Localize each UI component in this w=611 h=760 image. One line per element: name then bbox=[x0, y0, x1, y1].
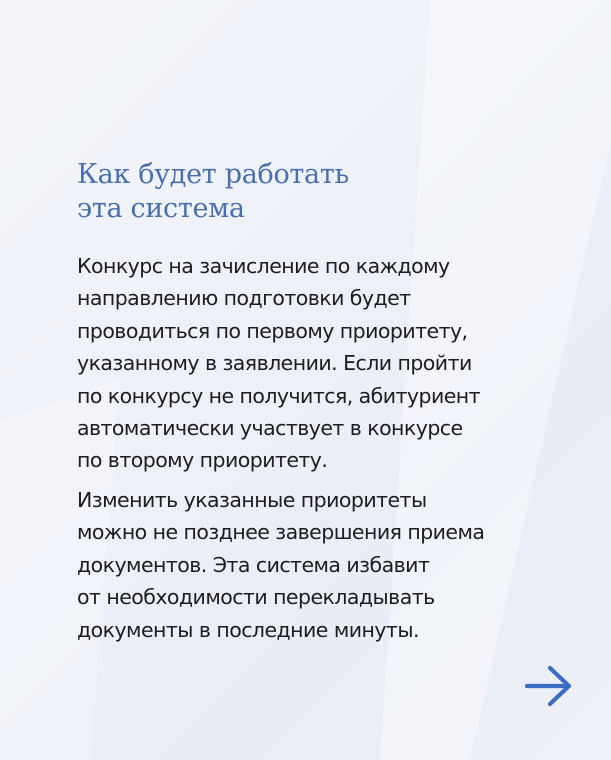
text-line: от необходимости перекладывать bbox=[77, 585, 435, 610]
text-line: автоматически участвует в конкурсе bbox=[77, 416, 463, 441]
text-line: Конкурс на зачисление по каждому bbox=[77, 254, 450, 278]
text-line: можно не позднее завершения приема bbox=[77, 520, 485, 545]
text-line: по конкурсу не получится, абитуриент bbox=[77, 383, 481, 408]
text-line: документов. Эта система избавит bbox=[77, 552, 430, 577]
arrow-right-icon[interactable] bbox=[524, 664, 574, 708]
page-title bbox=[77, 158, 557, 226]
text-line: направлению подготовки будет bbox=[77, 286, 411, 311]
text-line: Изменить указанные приоритеты bbox=[77, 488, 427, 512]
text-line: по второму приоритету. bbox=[77, 448, 328, 473]
title-line: Как будет работать bbox=[77, 159, 349, 190]
title-line: эта система bbox=[77, 193, 245, 224]
text-line: проводиться по первому приоритету, bbox=[77, 318, 468, 343]
text-line: документы в последние минуты. bbox=[77, 617, 419, 642]
paragraph-change-priorities bbox=[77, 484, 597, 646]
text-line: указанному в заявлении. Если пройти bbox=[77, 351, 472, 376]
paragraph-competition bbox=[77, 250, 597, 477]
